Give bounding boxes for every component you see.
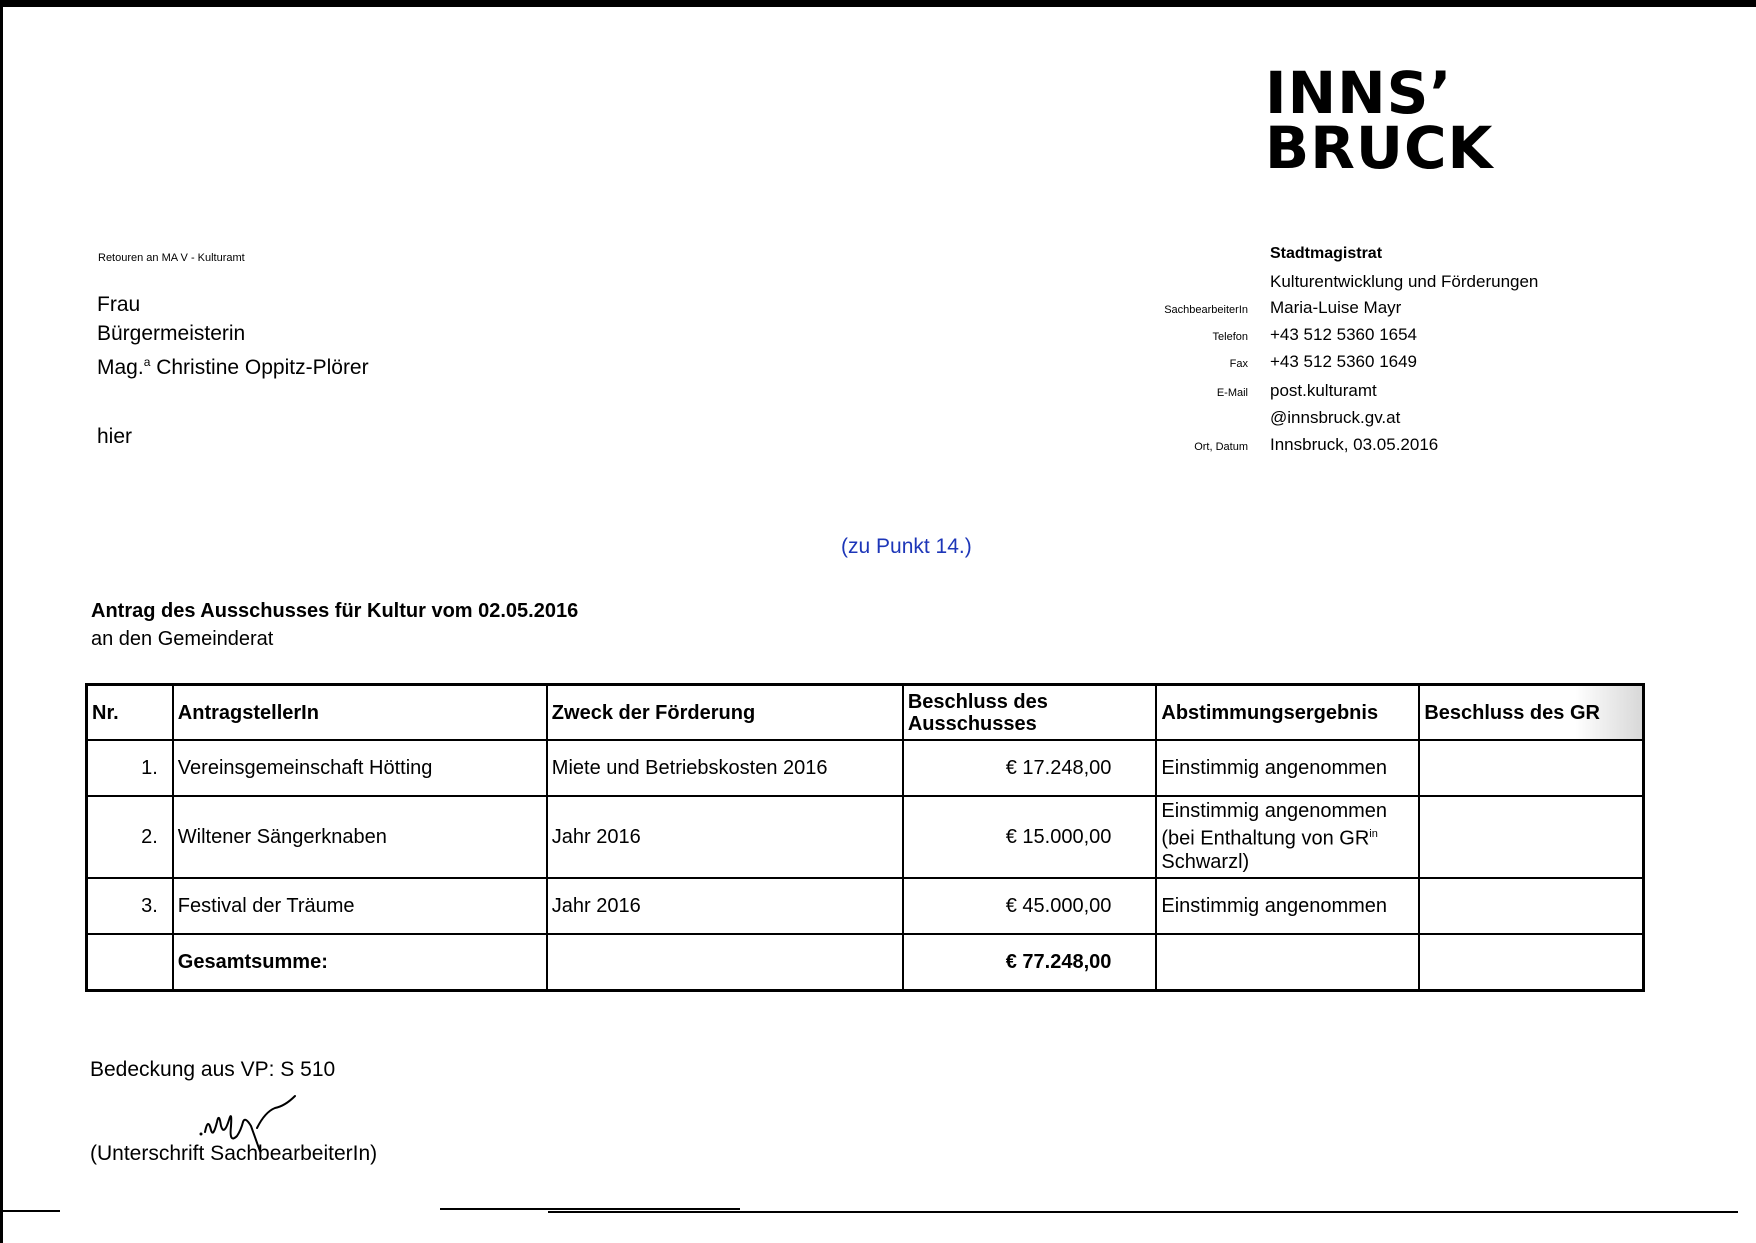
cell-nr: 3. (87, 878, 173, 934)
recipient-title-sup: a (143, 355, 151, 369)
recipient-role: Bürgermeisterin (97, 322, 246, 345)
grants-table (85, 683, 1645, 992)
vote-note-name: Schwarzl) (1161, 850, 1250, 873)
vote-note-text: (bei Enthaltung von GR (1161, 827, 1370, 850)
cell-purpose: Miete und Betriebskosten 2016 (547, 740, 903, 796)
cell-applicant: Vereinsgemeinschaft Hötting (173, 740, 547, 796)
sender-label-email: E-Mail (1216, 387, 1248, 399)
cell-vote (1156, 796, 1419, 878)
cell-amount: € 17.248,00 (903, 740, 1157, 796)
sender-office: Stadtmagistrat (1270, 245, 1383, 262)
sender-row-fax (1060, 352, 1700, 379)
cell-vote: Einstimmig angenommen (1156, 740, 1419, 796)
return-address-line: Retouren an MA V - Kulturamt (98, 252, 245, 264)
cell-applicant: Wiltener Sängerknaben (173, 796, 547, 878)
vote-note (1161, 823, 1414, 851)
sender-value-phone: +43 512 5360 1654 (1270, 325, 1418, 344)
cell-nr: 1. (87, 740, 173, 796)
sender-value-clerk: Maria-Luise Mayr (1270, 298, 1402, 317)
header-purpose: Zweck der Förderung (547, 685, 903, 741)
logo-line-2: BRUCK (1265, 114, 1494, 182)
total-label: Gesamtsumme: (173, 934, 547, 991)
header-council-decision: Beschluss des GR (1419, 685, 1643, 741)
header-applicant: AntragstellerIn (173, 685, 547, 741)
cell-council-decision (1419, 740, 1643, 796)
cell-nr: 2. (87, 796, 173, 878)
cell-vote: Einstimmig angenommen (1156, 878, 1419, 934)
recipient-title-prefix: Mag. (97, 356, 144, 379)
cell-amount: € 45.000,00 (903, 878, 1157, 934)
total-row (87, 934, 1644, 991)
sender-label-clerk: SachbearbeiterIn (1164, 304, 1248, 316)
table-row (87, 878, 1644, 934)
vote-note-sup: in (1369, 828, 1378, 841)
sender-value-fax: +43 512 5360 1649 (1270, 352, 1418, 371)
innsbruck-logo (1265, 59, 1494, 182)
cell-applicant: Festival der Träume (173, 878, 547, 934)
total-purpose-cell (547, 934, 903, 991)
total-council-cell (1419, 934, 1643, 991)
sender-label-place-date: Ort, Datum (1194, 441, 1248, 453)
sender-row-email (1060, 381, 1700, 408)
recipient-name: Christine Oppitz-Plörer (150, 356, 369, 379)
header-vote: Abstimmungsergebnis (1156, 685, 1419, 741)
bottom-rule-segment (0, 1210, 60, 1212)
cell-purpose: Jahr 2016 (547, 796, 903, 878)
cell-council-decision (1419, 878, 1643, 934)
sender-row-place-date (1060, 435, 1700, 462)
motion-title: Antrag des Ausschusses für Kultur vom 02.05.2016 (91, 600, 579, 622)
table-row (87, 796, 1644, 878)
sender-value-email-domain: @innsbruck.gv.at (1270, 408, 1401, 427)
agenda-reference: (zu Punkt 14.) (841, 535, 972, 558)
sender-row-email-domain (1060, 408, 1700, 435)
sender-label-phone: Telefon (1212, 331, 1248, 343)
sender-value-place-date: Innsbruck, 03.05.2016 (1270, 435, 1439, 454)
cell-council-decision (1419, 796, 1643, 878)
signature-caption: (Unterschrift SachbearbeiterIn) (90, 1142, 378, 1165)
cell-amount: € 15.000,00 (903, 796, 1157, 878)
motion-subtitle: an den Gemeinderat (91, 628, 274, 650)
header-amount-line-1: Beschluss des (907, 690, 1048, 713)
sender-row-clerk (1060, 298, 1700, 325)
recipient-location: hier (97, 425, 133, 448)
recipient-salutation: Frau (97, 293, 141, 316)
cell-purpose: Jahr 2016 (547, 878, 903, 934)
sender-department: Kulturentwicklung und Förderungen (1270, 272, 1539, 291)
sender-value-email: post.kulturamt (1270, 381, 1377, 400)
total-amount: € 77.248,00 (903, 934, 1157, 991)
header-amount-line-2: Ausschusses (907, 712, 1037, 735)
header-nr: Nr. (87, 685, 173, 741)
table-row (87, 740, 1644, 796)
sender-label-fax: Fax (1229, 358, 1248, 370)
bottom-rule-segment (440, 1208, 740, 1210)
sender-row-phone (1060, 325, 1700, 352)
recipient-block (97, 290, 369, 382)
logo-line-1: INNS’ (1265, 59, 1453, 127)
total-vote-cell (1156, 934, 1419, 991)
recipient-name-line (97, 348, 369, 382)
header-amount (903, 685, 1157, 741)
vote-result: Einstimmig angenommen (1161, 800, 1388, 823)
table-header-row (87, 685, 1644, 741)
total-nr-cell (87, 934, 173, 991)
budget-coverage: Bedeckung aus VP: S 510 (90, 1058, 336, 1081)
bottom-rule-segment (548, 1211, 1738, 1213)
